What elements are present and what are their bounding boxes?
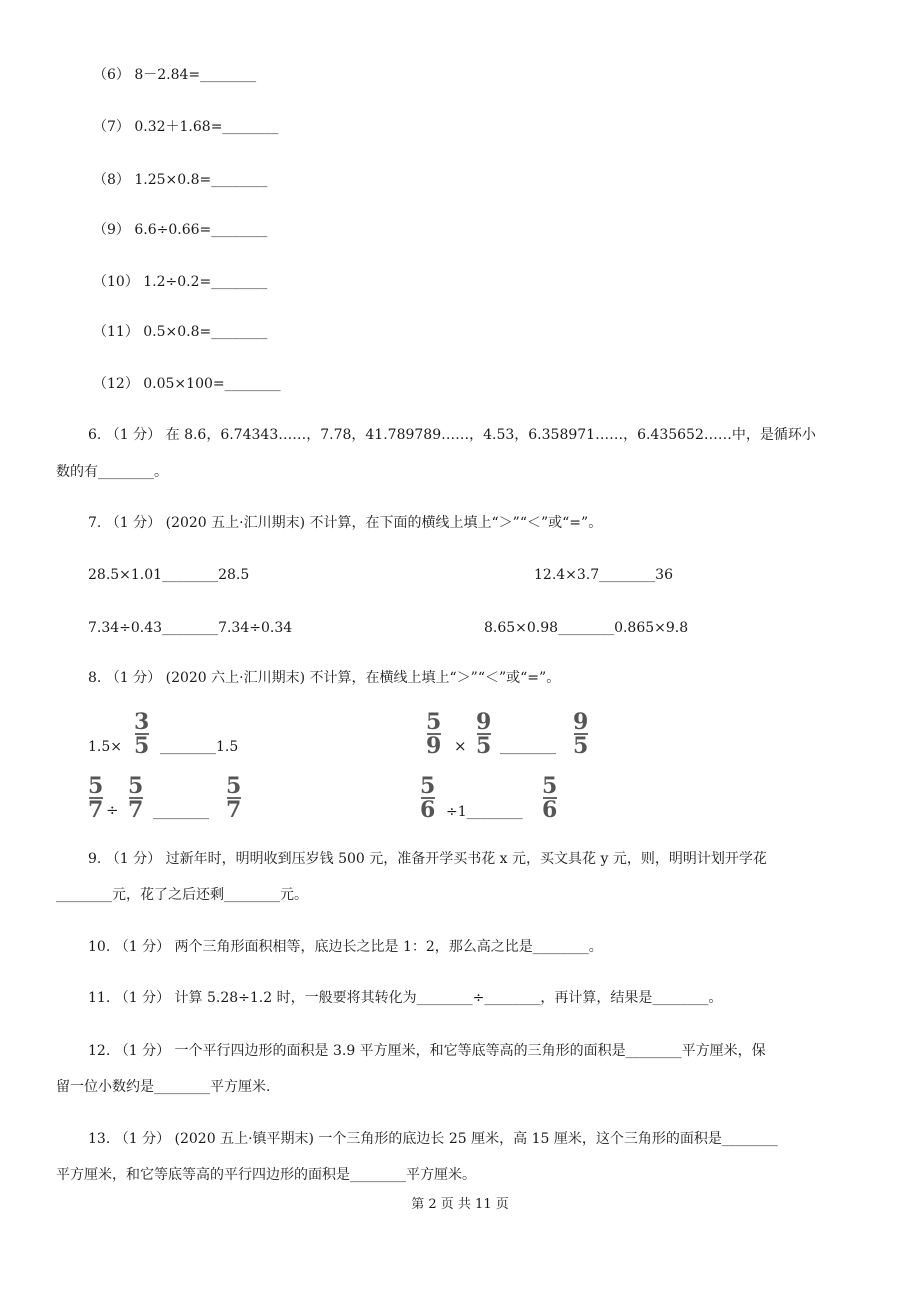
multiply-operator: ×	[454, 737, 467, 755]
fraction-denominator: 7	[128, 797, 144, 823]
fraction-denominator: 6	[420, 797, 436, 823]
fraction-denominator: 7	[88, 797, 104, 823]
question-13-line2: 平方厘米，和它等底等高的平行四边形的面积是________平方厘米。	[56, 1167, 476, 1183]
fraction-5-7-second	[128, 773, 144, 823]
fraction-denominator: 7	[226, 797, 242, 823]
item-11: （11） 0.5×0.8=________	[93, 324, 268, 340]
fraction-denominator: 9	[426, 733, 442, 759]
fraction-numerator: 5	[226, 773, 242, 799]
divide-operator: ÷	[106, 801, 119, 819]
question-7-a: 28.5×1.01________28.5	[88, 567, 250, 583]
question-6-line2: 数的有________。	[56, 464, 168, 480]
question-7-c: 7.34÷0.43________7.34÷0.34	[88, 620, 293, 636]
fraction-numerator: 9	[476, 709, 492, 735]
question-12-line1: 12. （1 分） 一个平行四边形的面积是 3.9 平方厘米，和它等底等高的三角形的面积是________平方厘米，保	[88, 1043, 766, 1059]
page-footer: 第 2 页 共 11 页	[411, 1197, 509, 1212]
question-12-line2: 留一位小数约是________平方厘米.	[56, 1079, 271, 1095]
question-9-line1: 9. （1 分） 过新年时，明明收到压岁钱 500 元，准备开学买书花 x 元，买文具花 y 元，则，明明计划开学花	[88, 851, 767, 867]
question-8-a-suffix: ________1.5	[160, 739, 239, 755]
question-7-b: 12.4×3.7________36	[534, 567, 673, 583]
question-9-line2: ________元，花了之后还剩________元。	[56, 887, 308, 903]
fraction-numerator: 5	[128, 773, 144, 799]
question-8-a-prefix: 1.5×	[88, 739, 122, 755]
fraction-denominator: 5	[134, 733, 150, 759]
question-13-line1: 13. （1 分） (2020 五上·镇平期末) 一个三角形的底边长 25 厘米，高 15 厘米，这个三角形的面积是________	[88, 1131, 778, 1147]
item-7: （7） 0.32＋1.68=________	[93, 119, 279, 135]
fraction-9-5	[476, 709, 492, 759]
fraction-5-7-right	[226, 773, 242, 823]
item-10: （10） 1.2÷0.2=________	[93, 274, 268, 290]
question-10: 10. （1 分） 两个三角形面积相等，底边长之比是 1：2，那么高之比是________。	[88, 939, 603, 955]
question-11: 11. （1 分） 计算 5.28÷1.2 时，一般要将其转化为________÷________，再计算，结果是________。	[88, 990, 723, 1006]
question-8-stem: 8. （1 分） (2020 六上·汇川期末) 不计算，在横线上填上“＞”“＜”或“=”。	[88, 670, 561, 686]
fraction-numerator: 5	[420, 773, 436, 799]
item-8: （8） 1.25×0.8=________	[93, 172, 268, 188]
fraction-numerator: 5	[88, 773, 104, 799]
fraction-5-6	[420, 773, 436, 823]
fraction-9-5-right	[573, 709, 589, 759]
item-12: （12） 0.05×100=________	[93, 376, 281, 392]
question-6-line1: 6. （1 分） 在 8.6，6.74343……，7.78，41.789789……，4.53，6.358971……，6.435652……中，是循环小	[88, 427, 816, 443]
fraction-denominator: 5	[573, 733, 589, 759]
fraction-numerator: 5	[426, 709, 442, 735]
fraction-numerator: 9	[573, 709, 589, 735]
question-7-d: 8.65×0.98________0.865×9.8	[484, 620, 689, 636]
question-7-stem: 7. （1 分） (2020 五上·汇川期末) 不计算，在下面的横线上填上“＞”“＜”或“=”。	[88, 515, 603, 531]
item-9: （9） 6.6÷0.66=________	[93, 222, 268, 238]
question-8-d-middle: ÷1________	[446, 804, 523, 820]
question-8-b-blank: ________	[500, 739, 556, 755]
fraction-5-9	[426, 709, 442, 759]
fraction-5-6-right	[542, 773, 558, 823]
question-8-c-blank: ________	[153, 804, 209, 820]
fraction-denominator: 5	[476, 733, 492, 759]
fraction-3-5	[134, 709, 150, 759]
fraction-numerator: 5	[542, 773, 558, 799]
fraction-denominator: 6	[542, 797, 558, 823]
fraction-5-7	[88, 773, 104, 823]
item-6: （6） 8－2.84=________	[93, 67, 257, 83]
fraction-numerator: 3	[134, 709, 150, 735]
